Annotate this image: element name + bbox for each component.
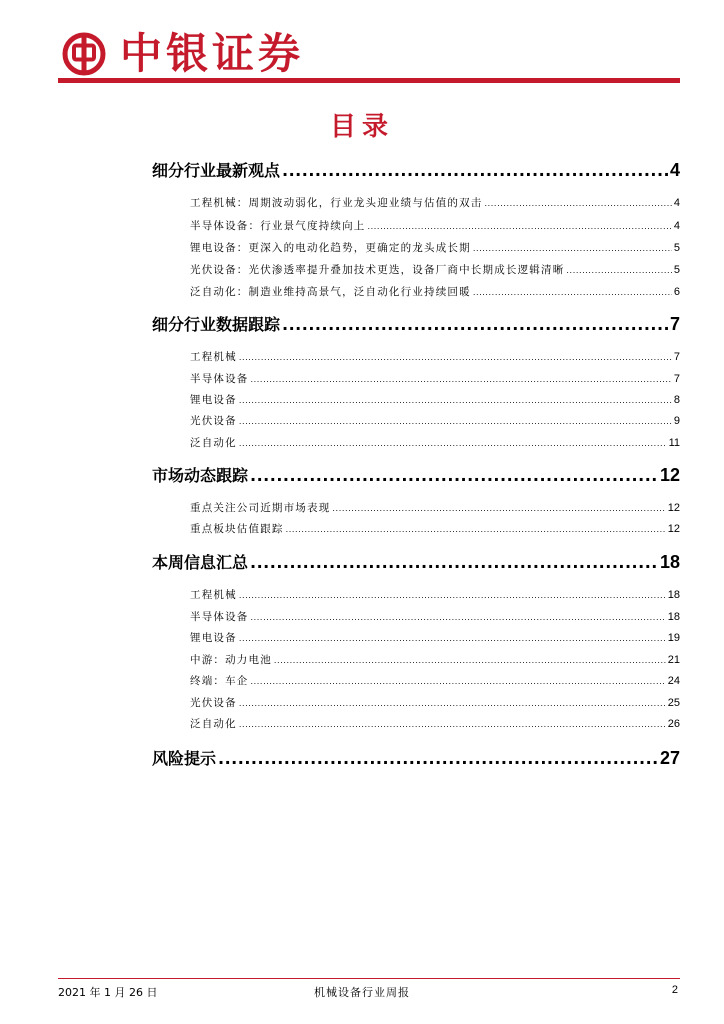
leader-dots	[286, 525, 666, 534]
toc-item-page: 12	[667, 502, 680, 514]
toc-item-page: 12	[667, 523, 680, 535]
toc-item-label: 半导体设备：行业景气度持续向上	[190, 220, 366, 232]
toc-item[interactable]	[190, 521, 680, 536]
footer-date: 2021 年 1 月 26 日	[58, 986, 158, 999]
toc-item-label: 工程机械	[190, 351, 237, 363]
toc-item-page: 5	[673, 264, 680, 276]
toc-section-label: 细分行业数据跟踪	[152, 315, 281, 334]
toc-section-page: 12	[659, 465, 680, 485]
toc-section[interactable]	[152, 158, 680, 181]
toc-item[interactable]	[190, 240, 680, 255]
toc-item[interactable]	[190, 609, 680, 624]
toc-item-page: 24	[667, 675, 680, 687]
leader-dots	[239, 591, 666, 600]
toc-item-page: 19	[667, 632, 680, 644]
leader-dots	[282, 161, 668, 180]
leader-dots	[282, 315, 668, 334]
page-header	[58, 24, 680, 84]
toc-section-label: 风险提示	[152, 749, 217, 768]
toc-item-label: 重点板块估值跟踪	[190, 523, 284, 535]
toc-item-page: 26	[667, 718, 680, 730]
footer-report-title: 机械设备行业周报	[314, 986, 410, 999]
leader-dots	[332, 504, 665, 513]
toc-section-page: 18	[659, 552, 680, 572]
toc-item-label: 工程机械	[190, 589, 237, 601]
toc-item[interactable]	[190, 262, 680, 277]
toc-item[interactable]	[190, 435, 680, 450]
toc-item-page: 7	[673, 351, 680, 363]
leader-dots	[239, 634, 666, 643]
toc-item[interactable]	[190, 673, 680, 688]
toc-item-label: 工程机械：周期波动弱化，行业龙头迎业绩与估值的双击	[190, 197, 483, 209]
leader-dots	[250, 553, 658, 572]
toc-item-page: 4	[673, 197, 680, 209]
leader-dots	[239, 439, 667, 448]
toc-title: 目录	[329, 112, 394, 142]
toc-item[interactable]	[190, 652, 680, 667]
toc-section-label: 本周信息汇总	[152, 553, 249, 572]
footer-divider	[58, 978, 680, 979]
leader-dots	[566, 266, 671, 275]
leader-dots	[218, 749, 658, 768]
toc-item-label: 终端：车企	[190, 675, 249, 687]
toc-item-page: 18	[667, 611, 680, 623]
toc-item-page: 8	[673, 394, 680, 406]
toc-section[interactable]	[152, 312, 680, 335]
toc-item-label: 中游：动力电池	[190, 654, 272, 666]
header-divider	[58, 78, 680, 83]
leader-dots	[239, 396, 672, 405]
toc-section-page: 7	[669, 314, 680, 334]
toc-item-page: 21	[667, 654, 680, 666]
toc-item-label: 半导体设备	[190, 373, 249, 385]
toc-item[interactable]	[190, 218, 680, 233]
footer-page-number: 2	[671, 984, 678, 996]
toc-section[interactable]	[152, 463, 680, 486]
toc-item-label: 泛自动化	[190, 718, 237, 730]
toc-item-page: 18	[667, 589, 680, 601]
toc-item-label: 锂电设备	[190, 394, 237, 406]
toc-item[interactable]	[190, 716, 680, 731]
leader-dots	[251, 613, 666, 622]
leader-dots	[239, 417, 672, 426]
toc-item-label: 锂电设备	[190, 632, 237, 644]
toc-item[interactable]	[190, 413, 680, 428]
toc-item[interactable]	[190, 392, 680, 407]
toc-item-page: 4	[673, 220, 680, 232]
leader-dots	[239, 353, 672, 362]
toc-section-page: 27	[659, 748, 680, 768]
toc-item-label: 光伏设备	[190, 697, 237, 709]
brand-name: 中银证券	[120, 29, 305, 78]
leader-dots	[239, 699, 666, 708]
toc-section[interactable]	[152, 550, 680, 573]
toc-item-label: 锂电设备：更深入的电动化趋势，更确定的龙头成长期	[190, 242, 471, 254]
toc-item[interactable]	[190, 371, 680, 386]
toc-item-label: 光伏设备	[190, 415, 237, 427]
toc-item-label: 重点关注公司近期市场表现	[190, 502, 331, 514]
toc-item[interactable]	[190, 500, 680, 515]
toc-item-label: 泛自动化	[190, 437, 237, 449]
leader-dots	[368, 222, 672, 231]
toc-item-page: 25	[667, 697, 680, 709]
leader-dots	[473, 244, 672, 253]
toc-item-page: 9	[673, 415, 680, 427]
toc-item-label: 泛自动化：制造业维持高景气，泛自动化行业持续回暖	[190, 286, 471, 298]
toc-section-label: 细分行业最新观点	[152, 161, 281, 180]
toc-section[interactable]	[152, 746, 680, 769]
toc-item-page: 7	[673, 373, 680, 385]
leader-dots	[274, 656, 666, 665]
leader-dots	[239, 720, 666, 729]
toc-item[interactable]	[190, 349, 680, 364]
leader-dots	[251, 375, 672, 384]
toc-item-label: 光伏设备：光伏渗透率提升叠加技术更迭，设备厂商中长期成长逻辑清晰	[190, 264, 565, 276]
toc-item-page: 6	[673, 286, 680, 298]
toc-item-page: 11	[668, 437, 680, 449]
toc-section-label: 市场动态跟踪	[152, 466, 249, 485]
leader-dots	[485, 199, 672, 208]
leader-dots	[473, 288, 672, 297]
toc-section-page: 4	[669, 160, 680, 180]
toc-item-label: 半导体设备	[190, 611, 249, 623]
toc-item[interactable]	[190, 587, 680, 602]
toc-item-page: 5	[673, 242, 680, 254]
toc-item[interactable]	[190, 284, 680, 299]
toc-item[interactable]	[190, 195, 680, 210]
leader-dots	[251, 677, 666, 686]
bank-of-china-logo-icon	[62, 32, 106, 76]
leader-dots	[250, 466, 658, 485]
toc-item[interactable]	[190, 630, 680, 645]
toc-item[interactable]	[190, 695, 680, 710]
